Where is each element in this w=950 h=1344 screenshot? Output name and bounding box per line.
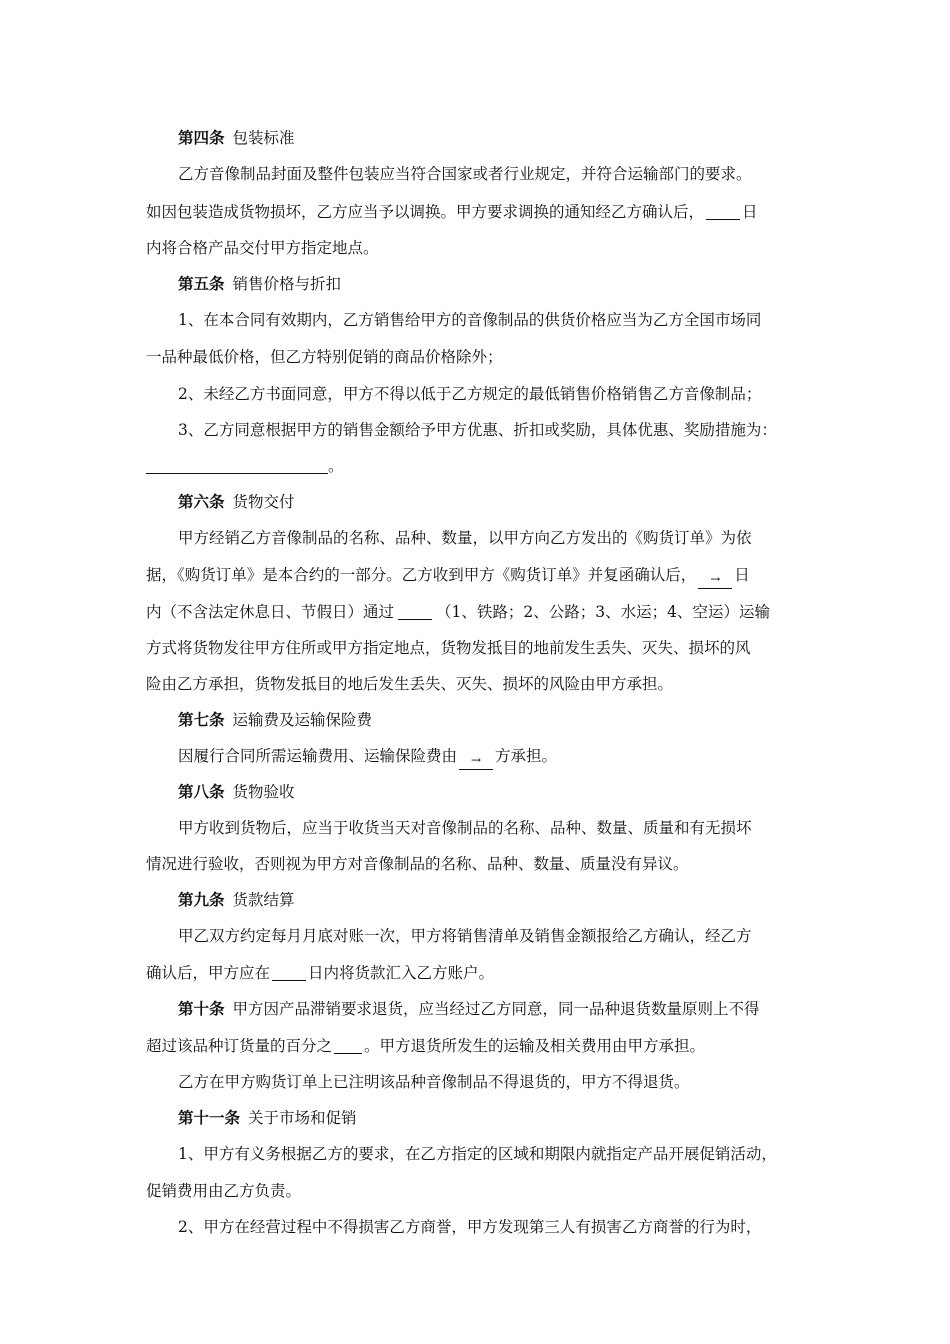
article-number: 第六条 xyxy=(178,493,225,511)
paragraph-line xyxy=(146,596,950,628)
handwritten-mark: → xyxy=(710,572,721,586)
article-title: 运输费及运输保险费 xyxy=(232,711,373,729)
fill-blank xyxy=(272,963,306,981)
paragraph-line: 情况进行验收，否则视为甲方对音像制品的名称、品种、数量、质量没有异议。 xyxy=(146,855,689,873)
paragraph-line: 内将合格产品交付甲方指定地点。 xyxy=(146,239,379,257)
paragraph-line: 1、甲方有义务根据乙方的要求，在乙方指定的区域和期限内就指定产品开展促销活动， xyxy=(178,1145,777,1163)
text-run: 如因包装造成货物损坏，乙方应当予以调换。甲方要求调换的通知经乙方确认后， xyxy=(146,203,705,221)
paragraph-line: 2、未经乙方书面同意，甲方不得以低于乙方规定的最低销售价格销售乙方音像制品； xyxy=(178,385,762,403)
paragraph-line: 一品种最低价格，但乙方特别促销的商品价格除外； xyxy=(146,348,503,366)
article-title: 货物验收 xyxy=(232,783,295,801)
paragraph-line xyxy=(178,740,950,772)
article-5-heading xyxy=(178,268,950,300)
paragraph-line: 3、乙方同意根据甲方的销售金额给予甲方优惠、折扣或奖励，具体优惠、奖励措施为： xyxy=(178,421,777,439)
fill-blank xyxy=(334,1036,362,1054)
fill-blank xyxy=(706,202,740,220)
text-run: 内（不含法定休息日、节假日）通过 xyxy=(146,603,395,621)
article-7-heading xyxy=(178,704,950,736)
text-run: 据，《购货订单》是本合约的一部分。乙方收到甲方《购货订单》并复函确认后， xyxy=(146,566,697,584)
article-number: 第五条 xyxy=(178,275,225,293)
article-4-heading xyxy=(178,122,950,154)
article-number: 第十条 xyxy=(178,1000,225,1018)
article-title: 销售价格与折扣 xyxy=(232,275,342,293)
article-title: 包装标准 xyxy=(232,129,295,147)
paragraph-line xyxy=(146,196,950,228)
text-run: 超过该品种订货量的百分之 xyxy=(146,1037,333,1055)
article-number: 第七条 xyxy=(178,711,225,729)
article-number: 第十一条 xyxy=(178,1109,241,1127)
paragraph-line: 甲乙双方约定每月月底对账一次，甲方将销售清单及销售金额报给乙方确认，经乙方 xyxy=(178,927,752,945)
paragraph-line: 1、在本合同有效期内，乙方销售给甲方的音像制品的供货价格应当为乙方全国市场同 xyxy=(178,311,762,329)
paragraph-line xyxy=(146,559,950,591)
text-run: 日 xyxy=(742,203,758,221)
article-10-paragraph xyxy=(178,993,950,1025)
article-8-heading xyxy=(178,776,950,808)
article-title: 货款结算 xyxy=(232,891,295,909)
paragraph-line: 乙方音像制品封面及整件包装应当符合国家或者行业规定，并符合运输部门的要求。 xyxy=(178,165,752,183)
paragraph-line xyxy=(146,1030,950,1062)
article-number: 第八条 xyxy=(178,783,225,801)
paragraph-line: 2、甲方在经营过程中不得损害乙方商誉，甲方发现第三人有损害乙方商誉的行为时， xyxy=(178,1218,762,1236)
paragraph-line: 甲方收到货物后，应当于收货当天对音像制品的名称、品种、数量、质量和有无损坏 xyxy=(178,819,752,837)
article-9-heading xyxy=(178,884,950,916)
text-run: 日内将货款汇入乙方账户。 xyxy=(308,964,495,982)
text-run: 。 xyxy=(328,457,344,475)
paragraph-line: 险由乙方承担，货物发抵目的地后发生丢失、灭失、损坏的风险由甲方承担。 xyxy=(146,675,674,693)
text-run: 甲方因产品滞销要求退货，应当经过乙方同意，同一品种退货数量原则上不得 xyxy=(232,1000,760,1018)
article-number: 第九条 xyxy=(178,891,225,909)
text-run: 。甲方退货所发生的运输及相关费用由甲方承担。 xyxy=(364,1037,706,1055)
article-11-heading xyxy=(178,1102,950,1134)
fill-blank xyxy=(459,752,493,770)
paragraph-line xyxy=(146,957,950,989)
article-title: 关于市场和促销 xyxy=(248,1109,357,1127)
text-run: （1、铁路；2、公路；3、水运；4、空运）运输 xyxy=(436,603,770,621)
paragraph-line: 促销费用由乙方负责。 xyxy=(146,1182,302,1200)
handwritten-mark: → xyxy=(470,753,482,767)
paragraph-line xyxy=(146,450,950,482)
article-number: 第四条 xyxy=(178,129,225,147)
text-run: 因履行合同所需运输费用、运输保险费由 xyxy=(178,747,458,765)
fill-blank xyxy=(146,456,328,474)
article-6-heading xyxy=(178,486,950,518)
fill-blank xyxy=(398,602,432,620)
article-title: 货物交付 xyxy=(232,493,295,511)
fill-blank xyxy=(698,571,732,589)
paragraph-line: 甲方经销乙方音像制品的名称、品种、数量，以甲方向乙方发出的《购货订单》为依 xyxy=(178,529,752,547)
text-run: 方承担。 xyxy=(495,747,558,765)
text-run: 日 xyxy=(734,566,750,584)
paragraph-line: 乙方在甲方购货订单上已注明该品种音像制品不得退货的，甲方不得退货。 xyxy=(178,1073,690,1091)
paragraph-line: 方式将货物发往甲方住所或甲方指定地点，货物发抵目的地前发生丢失、灭失、损坏的风 xyxy=(146,639,751,657)
text-run: 确认后，甲方应在 xyxy=(146,964,271,982)
